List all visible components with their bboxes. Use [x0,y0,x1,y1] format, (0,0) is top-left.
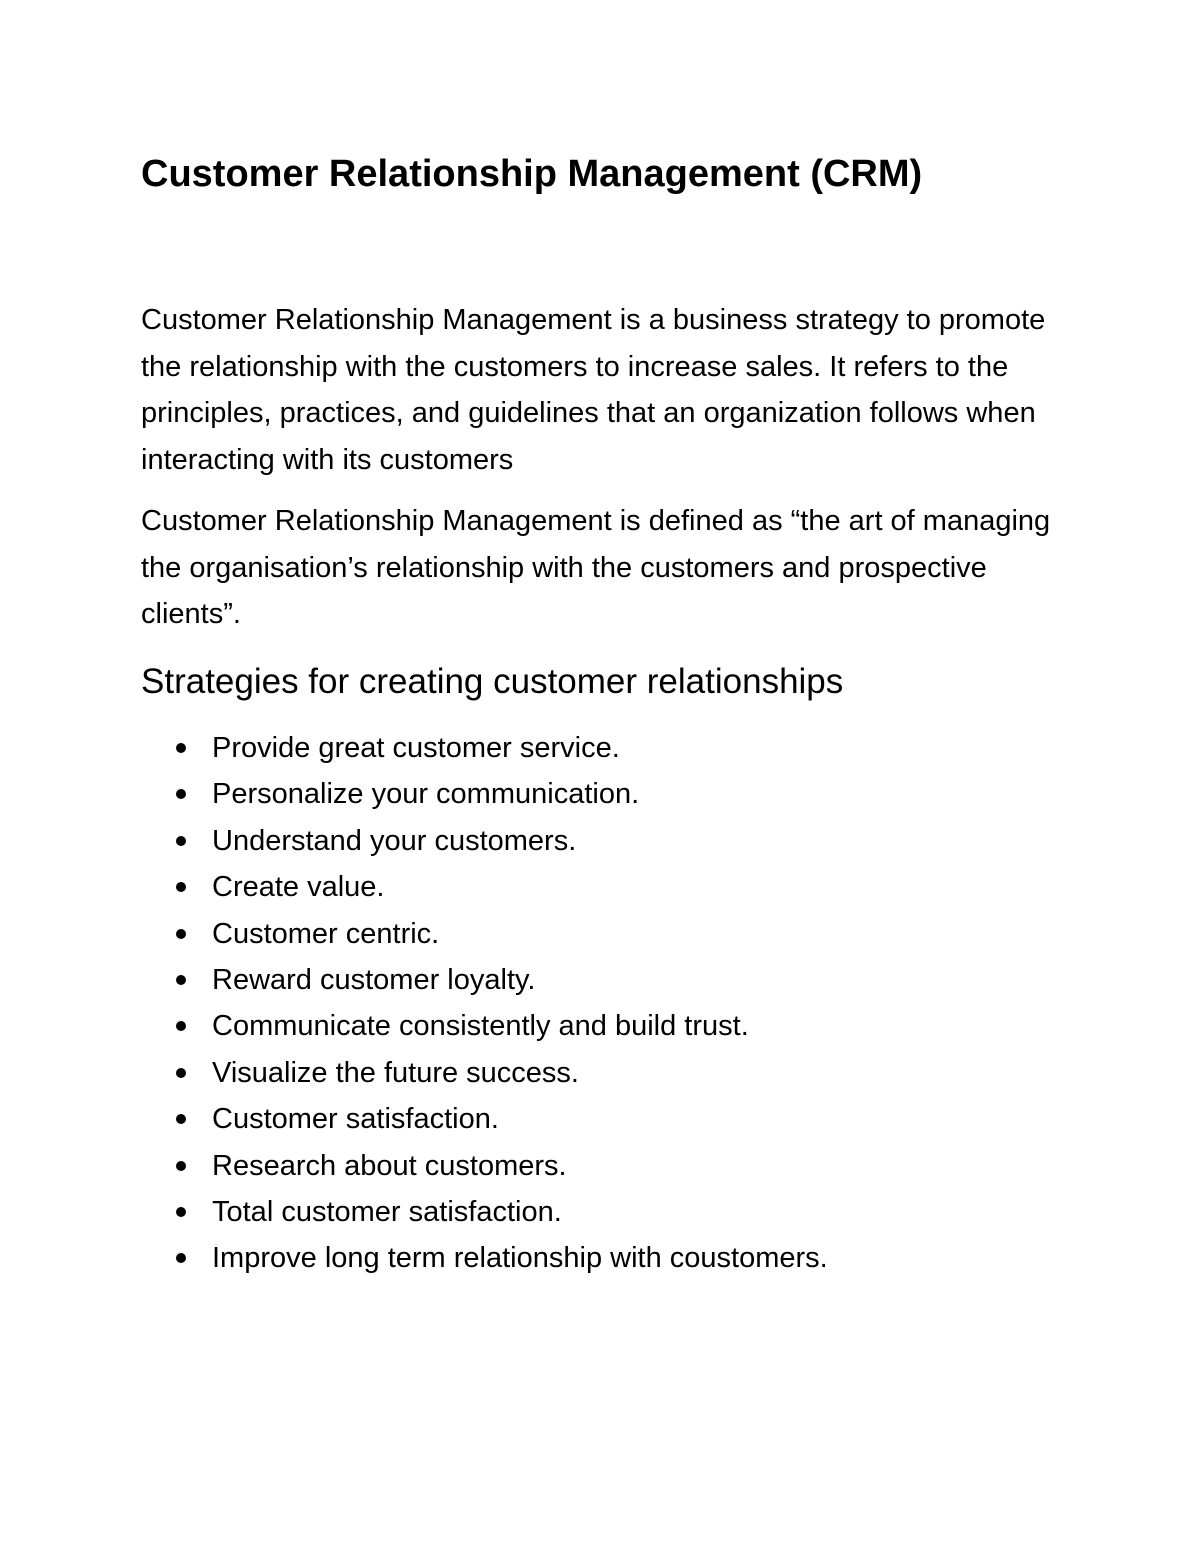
list-item [0,911,828,957]
bullet-icon [176,975,186,985]
list-item-text: Understand your customers. [212,824,577,857]
bullet-icon [176,1253,186,1263]
list-item [0,1003,828,1049]
list-item-text: Provide great customer service. [212,732,620,764]
list-item [0,1143,828,1189]
list-item [0,818,828,864]
bullet-icon [176,789,186,799]
list-item [0,771,828,817]
list-item [0,864,828,910]
definition-paragraph: Customer Relationship Management is defined as “the art of managing the organisation’s relationship with the customers and prospective clients”. [141,505,1051,630]
list-item [0,1096,828,1142]
list-item-text: Create value. [212,871,385,904]
list-item-text: Customer centric. [212,917,440,950]
bullet-icon [176,1207,186,1217]
list-item-text: Visualize the future success. [212,1056,579,1089]
list-item-text: Total customer satisfaction. [212,1195,562,1228]
list-item [0,957,828,1003]
list-item-text: Research about customers. [212,1149,567,1182]
list-item [0,1235,828,1281]
bullet-icon [176,1114,186,1124]
bullet-icon [176,743,186,753]
list-item-text: Personalize your communication. [212,778,640,811]
strategies-list [0,725,828,1282]
bullet-icon [176,1161,186,1171]
bullet-icon [176,882,186,892]
bullet-icon [176,836,186,846]
bullet-icon [176,929,186,939]
intro-paragraph: Customer Relationship Management is a business strategy to promote the relationship with the customers to increase sales. It refers to the principles, practices, and guidelines that an organization follows when interacting with its customers [141,304,1046,476]
list-item [0,1189,828,1235]
document-title: Customer Relationship Management (CRM) [141,153,923,195]
list-item-text: Communicate consistently and build trust. [212,1010,749,1043]
list-item [0,1050,828,1096]
list-item-text: Reward customer loyalty. [212,963,536,996]
list-item-text: Customer satisfaction. [212,1103,499,1136]
list-item [0,725,828,771]
list-item-text: Improve long term relationship with coustomers. [212,1242,828,1275]
bullet-icon [176,1068,186,1078]
section-heading: Strategies for creating customer relationships [141,662,844,701]
bullet-icon [176,1021,186,1031]
